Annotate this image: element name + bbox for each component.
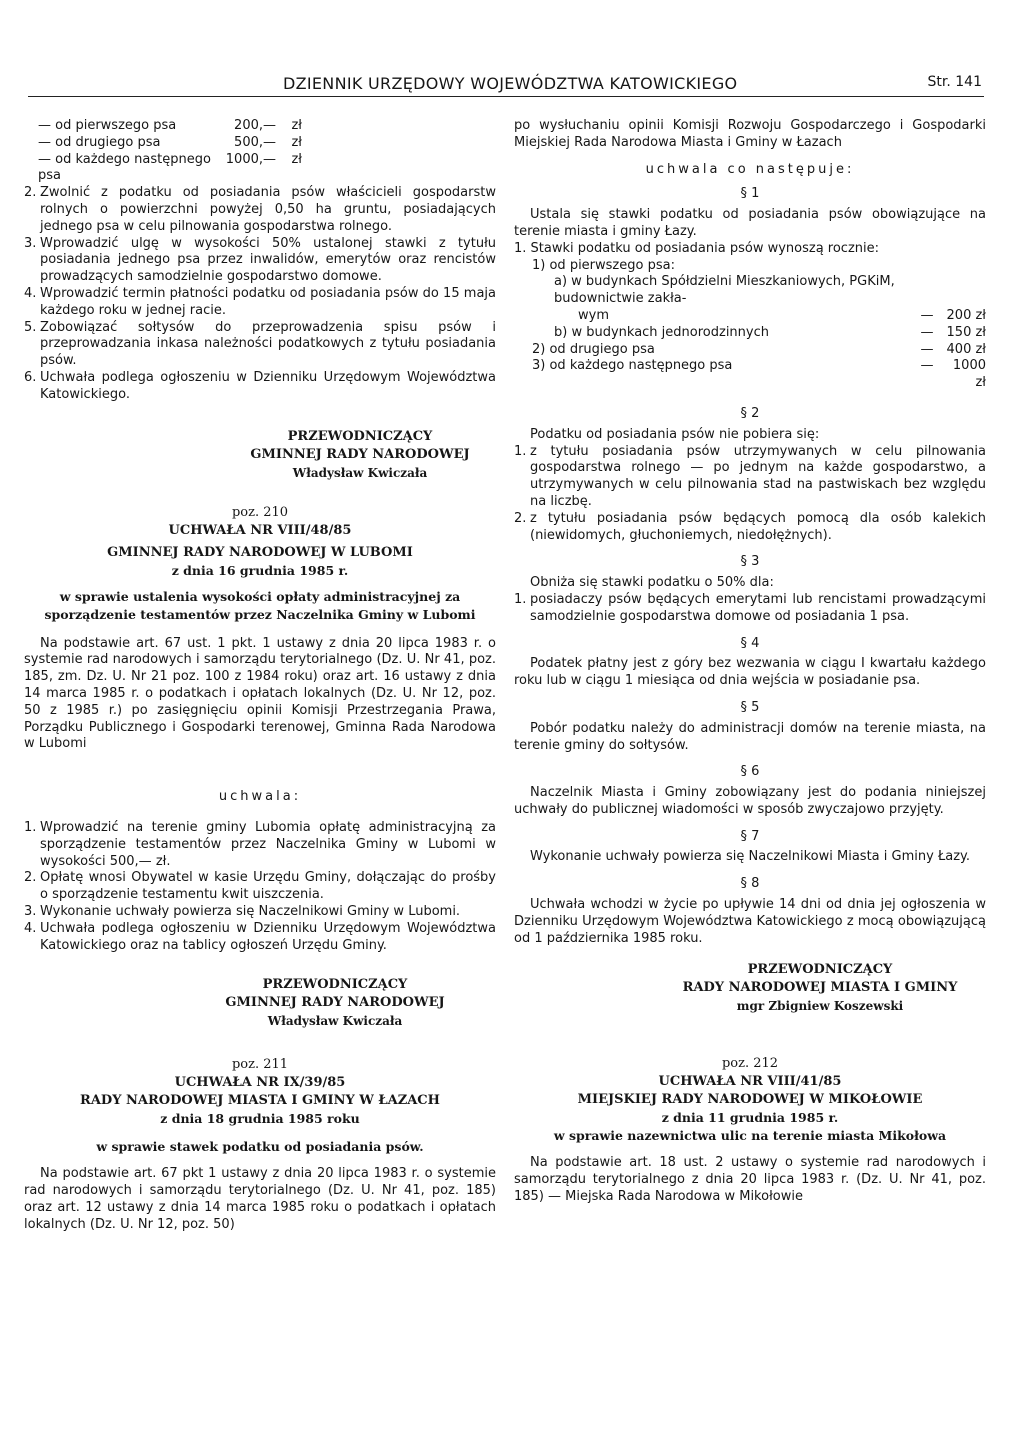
section-text: Naczelnik Miasta i Gminy zobowiązany jest do podania niniejszej uchwały do publicznej wiadomości w sposób zwyczajowo przyjęty. — [514, 785, 986, 817]
resolution-date: z dnia 11 grudnia 1985 r. — [661, 1110, 839, 1126]
list-item: 2. Zwolnić z podatku od posiadania psów właścicieli gospodarstw rolnych o powierzchni powyżej 0,50 ha gruntu, posiadających jednego psa w celu pilnowania gospodarstwa rolnego. — [24, 185, 496, 234]
rates-list — [24, 118, 496, 185]
section-text: Podatek płatny jest z góry bez wezwania w ciągu I kwartału każdego roku lub w ciągu 1 miesiąca od dnia wejścia w posiadanie psa. — [514, 656, 986, 689]
intro-text: po wysłuchaniu opinii Komisji Rozwoju Gospodarczego i Gospodarki Miejskiej Rada Narodowa Miasta i Gminy w Łazach — [514, 118, 986, 150]
journal-title: DZIENNIK URZĘDOWY WOJEWÓDZTWA KATOWICKIEGO — [283, 74, 738, 93]
list-item: 1. Wprowadzić na terenie gminy Lubomia opłatę administracyjną za sporządzenie testamentów przez Naczelnika Gminy w Lubomi w wysokości 500,— zł. — [24, 819, 496, 869]
resolution-212 — [514, 1055, 986, 1205]
list-item: 1. posiadaczy psów będących emerytami lub rencistami prowadzącymi samodzielnie gospodarstwa domowe od posiadania 1 psa. — [514, 591, 986, 624]
list-item: 3. Wprowadzić ulgę w wysokości 50% ustalonej stawki z tytułu posiadania jednego psa przez inwalidów, emerytów oraz rencistów prowadzących samodzielnie gospodarstwo domowe. — [24, 235, 496, 285]
rate-row: wym — 200 zł — [578, 307, 986, 323]
section-text: Uchwała wchodzi w życie po upływie 14 dni od dnia jej ogłoszenia w Dzienniku Urzędowym Województwa Katowickiego z mocą obowiązującą od 1 października 1985 roku. — [514, 897, 986, 946]
resolution-title: UCHWAŁA NR VIII/48/85 — [168, 522, 352, 538]
resolution-subject: w sprawie nazewnictwa ulic na terenie miasta Mikołowa — [553, 1128, 947, 1144]
list-item: 3. Wykonanie uchwały powierza się Naczelnikowi Gminy w Lubomi. — [24, 903, 461, 919]
signature-block: PRZEWODNICZĄCY GMINNEJ RADY NARODOWEJ Władysław Kwiczała — [250, 428, 470, 480]
section-text: Pobór podatku należy do administracji domów na terenie miasta, na terenie gminy do sołtysów. — [514, 720, 986, 753]
section-text: Obniża się stawki podatku o 50% dla: — [530, 575, 774, 591]
section-text: Ustala się stawki podatku od posiadania psów obowiązujące na terenie miasta i gminy Łazy. — [514, 207, 986, 239]
list-item: 2. Opłatę wnosi Obywatel w kasie Urzędu Gminy, dołączając do prośby o sporządzenie testamentu kwit uiszczenia. — [24, 870, 496, 903]
rate-row: b) w budynkach jednorodzinnych — 150 zł — [554, 324, 986, 340]
list-item: 2. z tytułu posiadania psów będących pomocą dla osób kalekich (niewidomych, głuchoniemych, niedołężnych). — [514, 510, 986, 543]
rate-row: — od pierwszego psa 200,— zł — [38, 118, 302, 133]
council-name: MIEJSKIEJ RADY NARODOWEJ W MIKOŁOWIE — [577, 1092, 923, 1108]
section-sign: § 7 — [740, 828, 760, 844]
signature-block: PRZEWODNICZĄCY RADY NARODOWEJ MIASTA I GMINY mgr Zbigniew Koszewski — [682, 962, 958, 1014]
page-number: Str. 141 — [927, 74, 982, 90]
section-sign: § 5 — [740, 699, 760, 715]
section-sign: § 3 — [740, 554, 760, 570]
section-paragraph: 1) od pierwszego psa: — [532, 257, 675, 273]
list-item: 5. Zobowiązać sołtysów do przeprowadzenia spisu psów i przeprowadzania inkasa należności podatkowych z tytułu posiadania psów. — [24, 319, 496, 369]
list-item: 1. z tytułu posiadania psów utrzymywanych w celu pilnowania gospodarstwa rolnego — po jednym na każde gospodarstwo, a utrzymywanych w celu pilnowania stad na pastwiskach bez względu na liczbę. — [514, 443, 986, 509]
council-name: GMINNEJ RADY NARODOWEJ W LUBOMI — [107, 544, 413, 560]
position-number: poz. 212 — [721, 1056, 779, 1072]
preamble: Na podstawie art. 67 ust. 1 pkt. 1 ustawy z dnia 20 lipca 1983 r. o systemie rad narodowych i samorządu terytorialnego (Dz. U. Nr 41, poz. 185, zm. Dz. U. Nr 21 poz. 100 z 1984 roku) oraz art. 16 ustawy z dnia 14 marca 1985 r. o podatkach i opłatach lokalnych (Dz. U. Nr 12, poz. 50 z 1985 r.) po zasięgnięciu opinii Komisji Przestrzegania Prawa, Porządku Publicznego i Gospodarki terenowej, Gminna Rada Narodowa w Lubomi — [24, 635, 496, 752]
resolution-date: z dnia 16 grudnia 1985 r. — [171, 562, 349, 578]
resolution-subject: w sprawie ustalenia wysokości opłaty administracyjnej za sporządzenie testamentów przez Naczelnika Gminy w Lubomi — [44, 588, 476, 622]
preamble: Na podstawie art. 67 pkt 1 ustawy z dnia 20 lipca 1983 r. o systemie rad narodowych i samorządu terytorialnego (Dz. U. Nr 41, poz. 185) oraz art. 12 ustawy z dnia 14 marca 1985 roku o podatkach i opłatach lokalnych (Dz. U. Nr 12, poz. 50) — [24, 1166, 496, 1232]
section-text: Podatku od posiadania psów nie pobiera się: — [530, 426, 820, 442]
right-column — [514, 118, 986, 1206]
section-sign: § 2 — [740, 405, 760, 421]
resolution-subject: w sprawie stawek podatku od posiadania psów. — [96, 1139, 424, 1155]
list-item: 4. Uchwała podlega ogłoszeniu w Dzienniku Urzędowym Województwa Katowickiego oraz na tablicy ogłoszeń Urzędu Gminy. — [24, 920, 496, 953]
resolution-211 — [24, 1056, 496, 1233]
section-sign: § 1 — [740, 186, 760, 202]
resolution-date: z dnia 18 grudnia 1985 roku — [160, 1111, 360, 1127]
page-header — [28, 72, 984, 97]
section-sign: § 8 — [740, 876, 760, 892]
rate-row: 3) od każdego następnego psa — 1000 zł — [532, 358, 986, 391]
list-item: 6. Uchwała podlega ogłoszeniu w Dzienniku Urzędowym Województwa Katowickiego. — [24, 369, 496, 402]
resolution-title: UCHWAŁA NR IX/39/85 — [174, 1075, 346, 1091]
left-column — [24, 118, 496, 1233]
preamble: Na podstawie art. 18 ust. 2 ustawy o systemie rad narodowych i samorządu terytorialnego z dnia 20 lipca 1983 r. (Dz. U. Nr 41, poz. 185) — Miejska Rada Narodowa w Mikołowie — [514, 1155, 986, 1205]
section-text: Wykonanie uchwały powierza się Naczelnikowi Miasta i Gminy Łazy. — [530, 849, 971, 865]
section-paragraph: 1. Stawki podatku od posiadania psów wynoszą rocznie: — [514, 240, 880, 256]
rate-line: a) w budynkach Spółdzielni Mieszkaniowych, PGKiM, budownictwie zakła- — [554, 274, 895, 307]
resolution-title: UCHWAŁA NR VIII/41/85 — [658, 1074, 842, 1090]
position-number: poz. 211 — [231, 1057, 289, 1073]
rate-row: 2) od drugiego psa — 400 zł — [532, 341, 986, 357]
resolves-heading: uchwala: — [218, 789, 302, 805]
council-name: RADY NARODOWEJ MIASTA I GMINY W ŁAZACH — [80, 1093, 440, 1109]
signature-block: PRZEWODNICZĄCY GMINNEJ RADY NARODOWEJ Władysław Kwiczała — [225, 977, 445, 1029]
rate-row: — od każdego następnego psa 1000,— zł — [38, 151, 302, 184]
list-item: 4. Wprowadzić termin płatności podatku od posiadania psów do 15 maja każdego roku w jednej racie. — [24, 285, 496, 318]
rate-row: — od drugiego psa 500,— zł — [38, 134, 302, 150]
resolves-heading: uchwala co następuje: — [645, 161, 855, 177]
section-sign: § 6 — [740, 764, 760, 780]
position-number: poz. 210 — [231, 504, 289, 520]
section-sign: § 4 — [740, 635, 760, 651]
resolution-210 — [24, 504, 496, 1031]
